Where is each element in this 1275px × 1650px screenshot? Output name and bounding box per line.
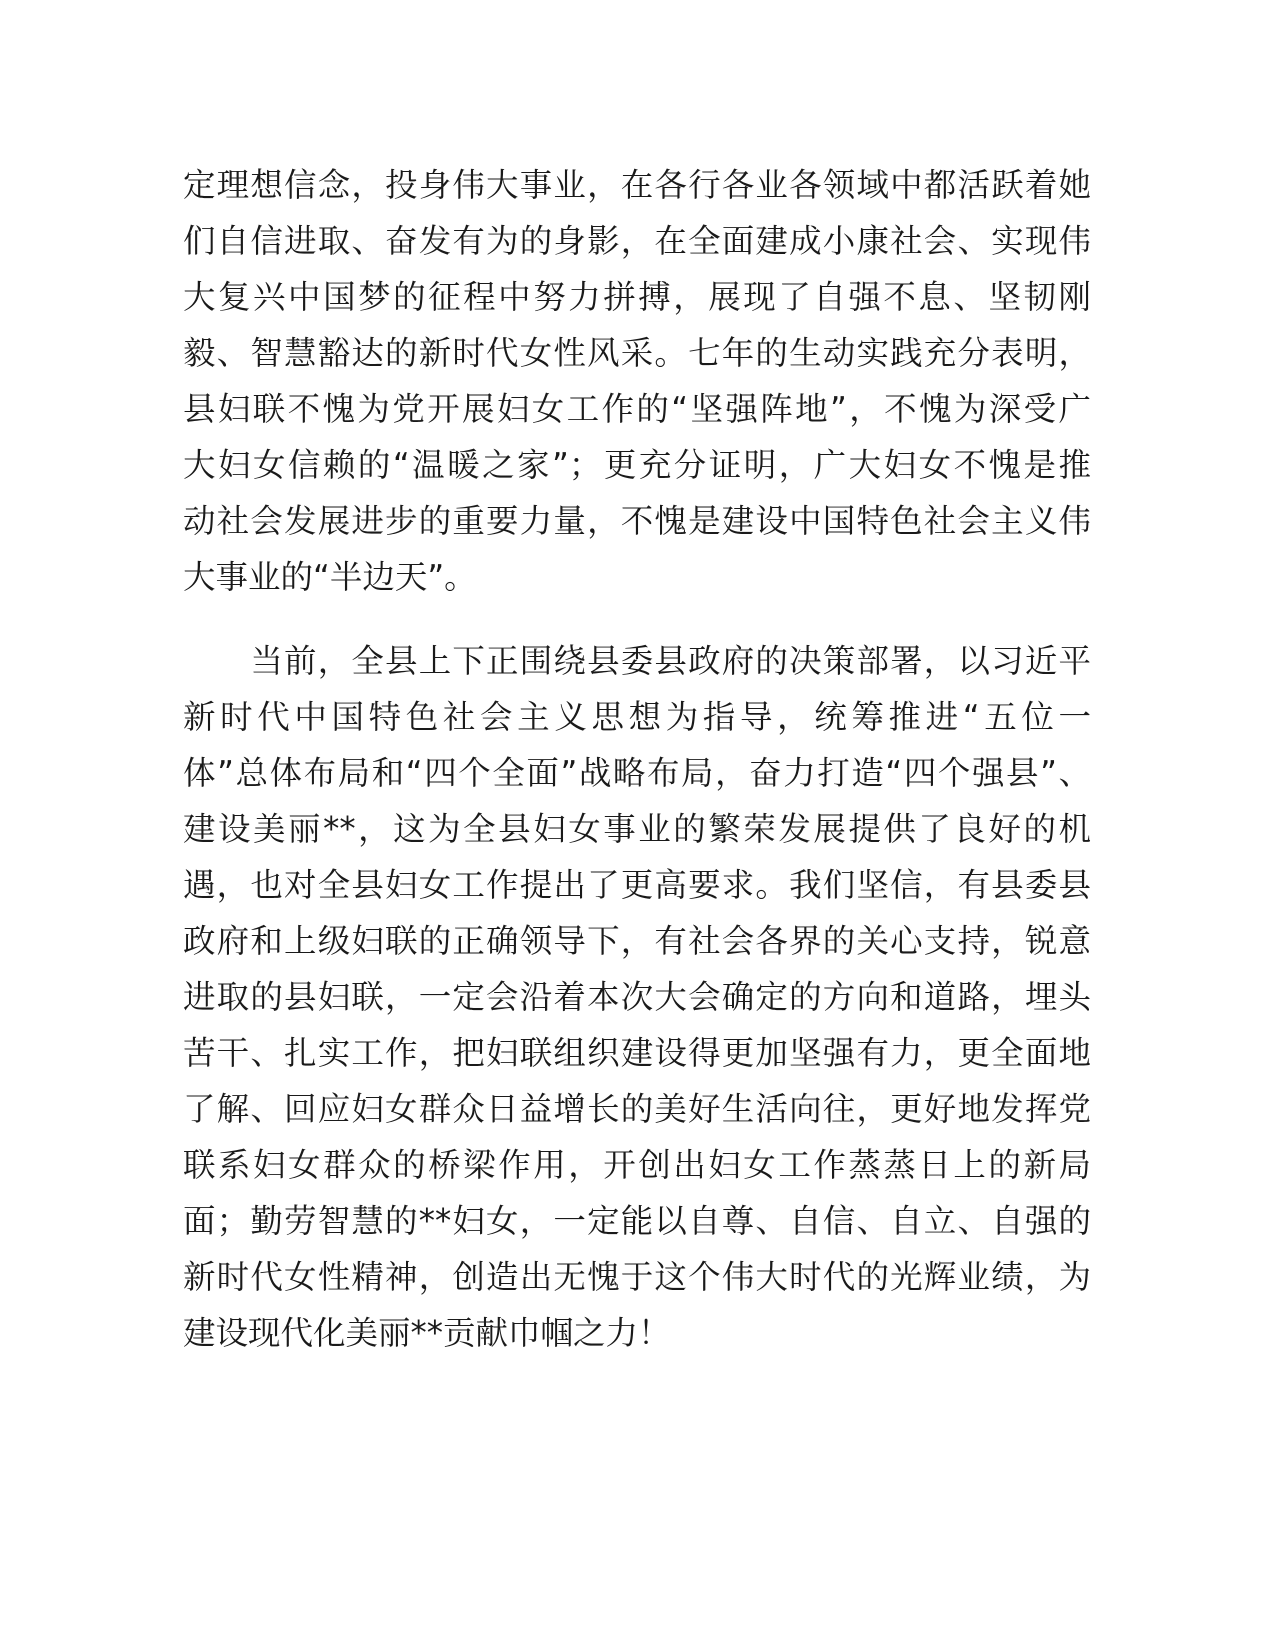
text-line: 苦干、扎实工作，把妇联组织建设得更加坚强有力，更全面地 <box>183 1034 1091 1072</box>
text-line: 政府和上级妇联的正确领导下，有社会各界的关心支持，锐意 <box>183 922 1091 960</box>
text-line: 联系妇女群众的桥梁作用，开创出妇女工作蒸蒸日上的新局 <box>183 1146 1091 1184</box>
text-line: 当前，全县上下正围绕县委县政府的决策部署，以习近平 <box>183 642 1091 680</box>
text-line: 们自信进取、奋发有为的身影，在全面建成小康社会、实现伟 <box>183 222 1091 260</box>
text-line: 大妇女信赖的“温暖之家”；更充分证明，广大妇女不愧是推 <box>183 446 1091 484</box>
paragraph-1 <box>183 157 1091 605</box>
text-line: 新时代女性精神，创造出无愧于这个伟大时代的光辉业绩，为 <box>183 1258 1091 1296</box>
text-line: 大事业的“半边天”。 <box>183 558 477 596</box>
text-line: 动社会发展进步的重要力量，不愧是建设中国特色社会主义伟 <box>183 502 1091 540</box>
text-line: 定理想信念，投身伟大事业，在各行各业各领域中都活跃着她 <box>183 166 1091 204</box>
paragraph-2 <box>183 633 1091 1361</box>
text-line: 新时代中国特色社会主义思想为指导，统筹推进“五位一 <box>183 698 1091 736</box>
text-line: 体”总体布局和“四个全面”战略布局，奋力打造“四个强县”、 <box>183 754 1091 792</box>
text-line: 毅、智慧豁达的新时代女性风采。七年的生动实践充分表明， <box>183 334 1091 372</box>
text-line: 大复兴中国梦的征程中努力拼搏，展现了自强不息、坚韧刚 <box>183 278 1091 316</box>
text-line: 面；勤劳智慧的**妇女，一定能以自尊、自信、自立、自强的 <box>183 1202 1091 1240</box>
text-line: 了解、回应妇女群众日益增长的美好生活向往，更好地发挥党 <box>183 1090 1091 1128</box>
text-line: 建设美丽**，这为全县妇女事业的繁荣发展提供了良好的机 <box>183 810 1091 848</box>
text-line: 县妇联不愧为党开展妇女工作的“坚强阵地”，不愧为深受广 <box>183 390 1091 428</box>
text-line: 遇，也对全县妇女工作提出了更高要求。我们坚信，有县委县 <box>183 866 1091 904</box>
text-line: 进取的县妇联，一定会沿着本次大会确定的方向和道路，埋头 <box>183 978 1091 1016</box>
text-line: 建设现代化美丽**贡献巾帼之力！ <box>183 1314 671 1352</box>
